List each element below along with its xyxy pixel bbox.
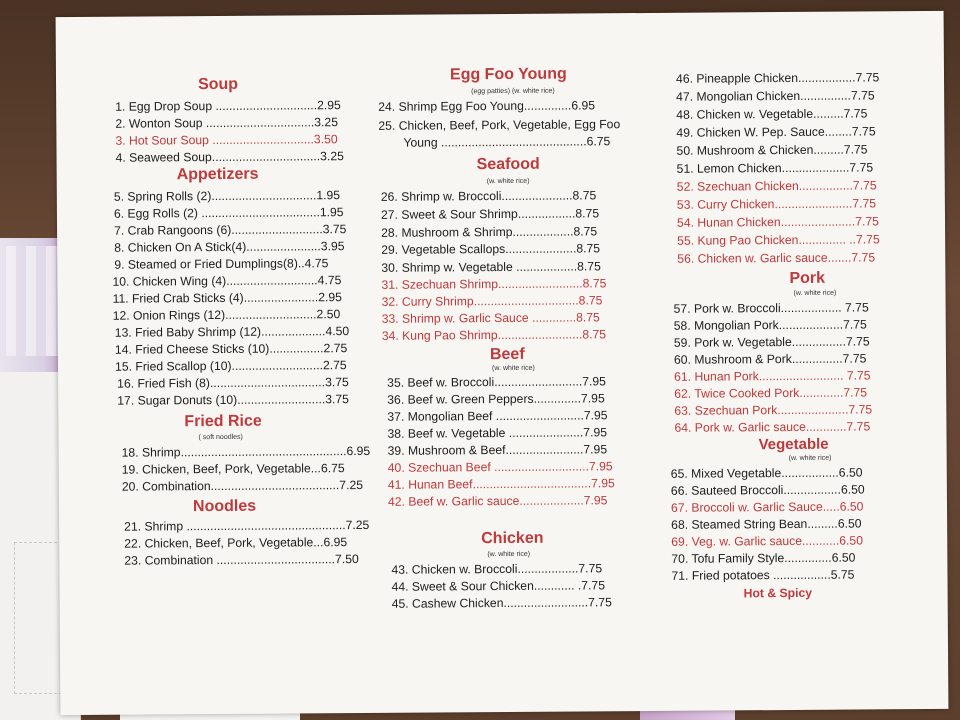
menu-item-spicy: 53. Curry Chicken.......................7.75 [676, 196, 877, 212]
menu-item-spicy: 67. Broccoli w. Garlic Sauce.....6.50 [670, 499, 864, 515]
menu-item-spicy: 41. Hunan Beef...................................7.95 [387, 476, 615, 492]
menu-item: 26. Shrimp w. Broccoli.....................8.75 [380, 188, 597, 204]
menu-item: 24. Shrimp Egg Foo Young..............6.95 [378, 98, 596, 114]
section-note: (egg patties) (w. white rice) [471, 87, 555, 96]
section-heading-egg-foo-young: Egg Foo Young [449, 65, 567, 84]
section-heading-pork: Pork [789, 269, 826, 287]
section-heading-chicken: Chicken [481, 529, 544, 548]
section-heading-beef: Beef [489, 345, 525, 364]
menu-item: 14. Fried Cheese Sticks (10)................2.75 [114, 341, 348, 357]
section-note: (w. white rice) [788, 454, 832, 463]
menu-item-spicy: 64. Pork w. Garlic sauce............7.75 [674, 419, 871, 435]
menu-item: 57. Pork w. Broccoli.................. 7.75 [673, 300, 869, 316]
menu-item-spicy: 63. Szechuan Pork.....................7.75 [674, 402, 873, 418]
menu-item: 49. Chicken W. Pep. Sauce........7.75 [676, 124, 876, 140]
menu-item-spicy: 42. Beef w. Garlic sauce...................7.95 [387, 493, 608, 509]
menu-item: 22. Chicken, Beef, Pork, Vegetable...6.95 [124, 535, 348, 551]
menu-item-spicy: 61. Hunan Pork......................... 7.75 [674, 368, 871, 384]
paper-outline [14, 542, 62, 694]
menu-item: 71. Fried potatoes .................5.75 [671, 567, 855, 583]
menu-item-spicy: 31. Szechuan Shrimp.........................8.75 [381, 276, 607, 292]
menu-item: 37. Mongolian Beef ..........................7.95 [387, 408, 608, 424]
menu-item: 58. Mongolian Pork...................7.75 [673, 317, 867, 333]
menu-item: 68. Steamed String Bean.........6.50 [671, 516, 862, 532]
menu-item: 60. Mushroom & Pork...............7.75 [673, 351, 867, 367]
menu-item-continued: Young ...........................................6.75 [403, 134, 611, 150]
section-note: (w. white rice) [793, 289, 837, 297]
menu-item: 50. Mushroom & Chicken.........7.75 [676, 142, 868, 158]
menu-item-spicy: 32. Curry Shrimp...............................8.75 [381, 293, 603, 309]
menu-item: 4. Seaweed Soup................................3.25 [115, 149, 344, 165]
menu-item: 46. Pineapple Chicken.................7.75 [675, 70, 880, 86]
menu-item: 21. Shrimp ...............................................7.25 [124, 517, 370, 534]
menu-item: 15. Fried Scallop (10)...........................2.75 [114, 358, 347, 374]
menu-item: 13. Fried Baby Shrimp (12)...................4.50 [114, 324, 350, 340]
menu-item: 5. Spring Rolls (2)...............................1.95 [113, 188, 341, 204]
menu-item: 51. Lemon Chicken....................7.75 [676, 160, 874, 176]
section-heading-noodles: Noodles [192, 497, 257, 516]
menu-item: 7. Crab Rangoons (6)...........................3.75 [114, 222, 347, 238]
menu-item: 9. Steamed or Fried Dumplings(8)..4.75 [114, 256, 329, 272]
menu-item: 44. Sweet & Sour Chicken............ .7.75 [391, 578, 605, 594]
section-note: (w. white rice) [492, 364, 535, 373]
menu-item: 35. Beef w. Broccoli..........................7.95 [387, 374, 606, 390]
section-heading-appetizers: Appetizers [176, 165, 259, 184]
menu-item: 10. Chicken Wing (4)...........................4.75 [112, 273, 342, 289]
menu-item: 45. Cashew Chicken.........................7.75 [391, 595, 612, 611]
menu-item: 70. Tofu Family Style..............6.50 [671, 550, 856, 566]
menu-item: 8. Chicken On A Stick(4)......................3.95 [114, 239, 345, 255]
menu-item-spicy: 40. Szechuan Beef ............................7.95 [387, 459, 613, 475]
card-pattern [6, 246, 64, 356]
menu-item: 65. Mixed Vegetable.................6.50 [670, 465, 863, 481]
menu-sheet [56, 11, 949, 715]
menu-item: 38. Beef w. Vegetable ......................7.95 [387, 425, 608, 441]
menu-item: 18. Shrimp.................................................6.95 [121, 443, 371, 460]
menu-item-spicy: 56. Chicken w. Garlic sauce.......7.75 [677, 250, 876, 266]
menu-item-spicy: 33. Shrimp w. Garlic Sauce .............8.75 [381, 310, 600, 326]
menu-item: 11. Fried Crab Sticks (4)......................2.95 [112, 290, 342, 306]
menu-item: 25. Chicken, Beef, Pork, Vegetable, Egg Foo [378, 117, 621, 133]
menu-item: 12. Onion Rings (12)...........................2.50 [112, 307, 341, 323]
menu-item: 16. Fried Fish (8)..................................3.75 [117, 375, 349, 391]
section-note: (w. white rice) [486, 177, 530, 186]
menu-item-spicy: 62. Twice Cooked Pork.............7.75 [674, 385, 868, 401]
section-heading-fried-rice: Fried Rice [184, 412, 262, 431]
menu-item: 59. Pork w. Vegetable................7.75 [673, 334, 870, 350]
menu-item: 29. Vegetable Scallops.....................8.75 [381, 241, 601, 257]
menu-item: 36. Beef w. Green Peppers..............7.95 [387, 391, 605, 407]
menu-item: 2. Wonton Soup ................................3.25 [115, 115, 339, 131]
section-heading-seafood: Seafood [476, 155, 540, 174]
menu-item: 1. Egg Drop Soup ..............................2.95 [115, 98, 341, 114]
section-note: ( soft noodles) [198, 433, 243, 442]
menu-item: 19. Chicken, Beef, Pork, Vegetable...6.75 [121, 461, 345, 477]
menu-item: 43. Chicken w. Broccoli..................7.75 [391, 561, 603, 577]
menu-item: 23. Combination ...................................7.50 [124, 552, 359, 568]
section-note: (w. white rice) [487, 550, 531, 559]
menu-item-spicy: 3. Hot Sour Soup ..............................3.50 [115, 132, 338, 148]
menu-item: 27. Sweet & Sour Shrimp.................8.75 [380, 206, 600, 222]
legend-hot-spicy: Hot & Spicy [743, 585, 813, 601]
menu-item: 39. Mushroom & Beef.......................7.95 [387, 442, 608, 458]
section-heading-vegetable: Vegetable [758, 435, 829, 454]
section-heading-soup: Soup [197, 75, 239, 94]
menu-item: 20. Combination......................................7.25 [121, 477, 364, 494]
menu-item: 30. Shrimp w. Vegetable ..................8.75 [381, 259, 601, 275]
menu-item-spicy: 52. Szechuan Chicken................7.75 [676, 178, 877, 194]
menu-item: 17. Sugar Donuts (10)..........................3.75 [117, 392, 349, 408]
menu-item-spicy: 34. Kung Pao Shrimp.........................8.75 [381, 327, 607, 343]
menu-item-spicy: 55. Kung Pao Chicken.............. ..7.75 [677, 232, 880, 248]
menu-item-spicy: 69. Veg. w. Garlic sauce...........6.50 [671, 533, 864, 549]
menu-item: 66. Sauteed Broccoli.................6.50 [670, 482, 865, 498]
menu-item: 6. Egg Rolls (2) ...................................1.95 [113, 205, 344, 221]
menu-item-spicy: 54. Hunan Chicken......................7.75 [676, 214, 879, 230]
menu-item: 48. Chicken w. Vegetable.........7.75 [676, 106, 868, 122]
menu-item: 47. Mongolian Chicken...............7.75 [676, 88, 875, 104]
menu-item: 28. Mushroom & Shrimp..................8.75 [381, 224, 598, 240]
